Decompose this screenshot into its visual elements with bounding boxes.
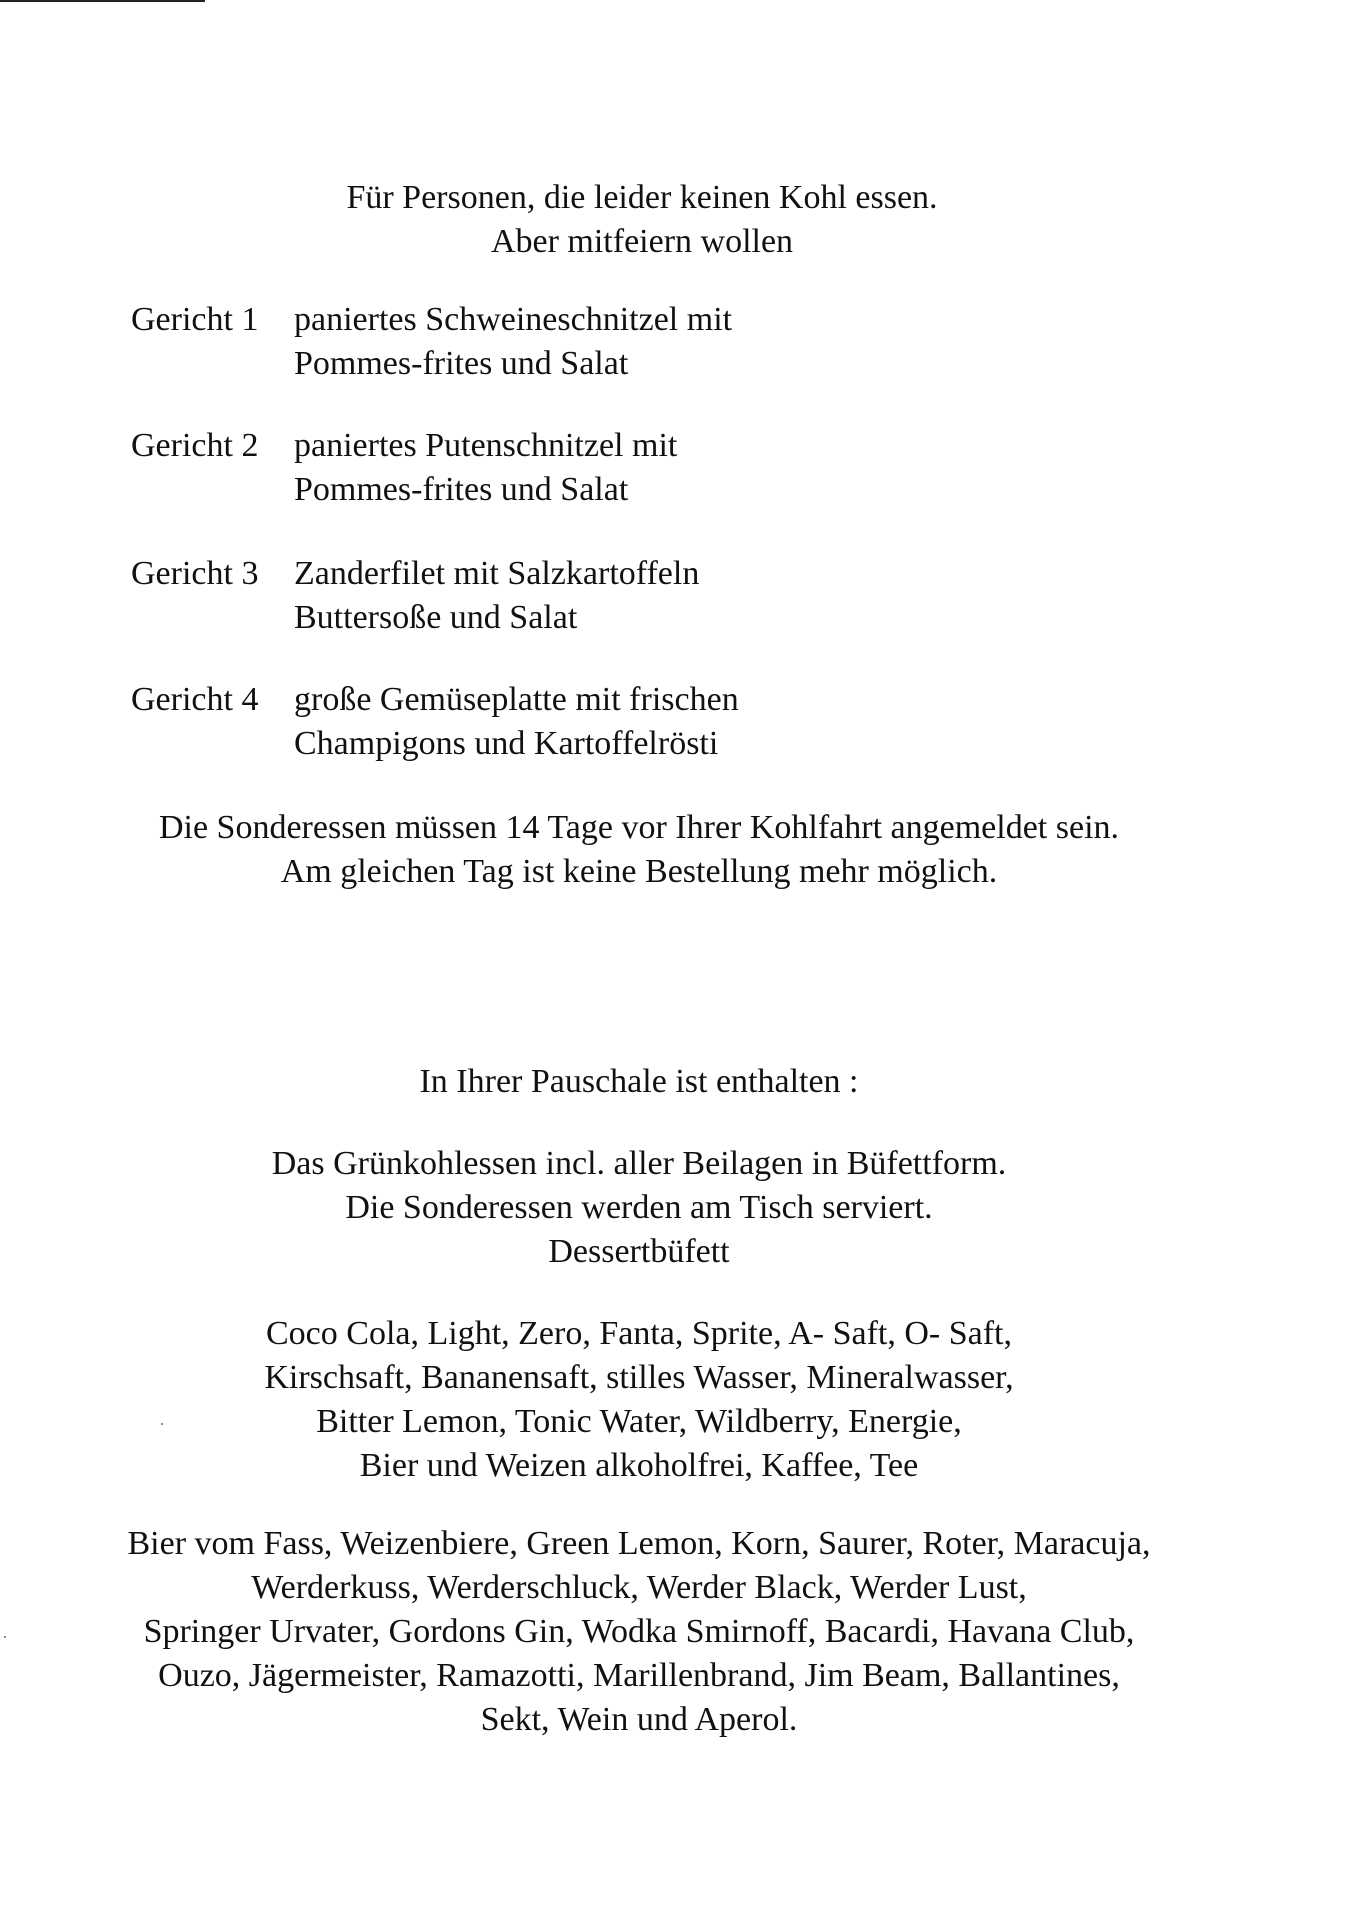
included-heading — [0, 1060, 1316, 1104]
dish-description: paniertes Putenschnitzel mit — [294, 427, 678, 464]
dish-description: Buttersoße und Salat — [294, 599, 578, 636]
softdrinks-list — [0, 1312, 1316, 1488]
dish-description: Pommes-frites und Salat — [294, 345, 629, 382]
included-items — [0, 1142, 1316, 1274]
included-title: In Ihrer Pauschale ist enthalten : — [419, 1063, 859, 1100]
included-line: Das Grünkohlessen incl. aller Beilagen in Büfettform. — [271, 1145, 1007, 1182]
softdrinks-line: Kirschsaft, Bananensaft, stilles Wasser, Mineralwasser, — [264, 1359, 1014, 1396]
dish-label: Gericht 3 — [131, 555, 259, 592]
dish-description: große Gemüseplatte mit frischen — [294, 681, 739, 718]
dish-entry — [131, 298, 732, 386]
softdrinks-line: Coco Cola, Light, Zero, Fanta, Sprite, A- Saft, O- Saft, — [266, 1315, 1012, 1352]
intro-line: Für Personen, die leider keinen Kohl essen. — [346, 179, 938, 216]
dish-label: Gericht 2 — [131, 427, 259, 464]
intro-heading — [0, 176, 1319, 264]
order-notice — [0, 806, 1316, 894]
alcohol-line: Werderkuss, Werderschluck, Werder Black, Werder Lust, — [251, 1569, 1027, 1606]
dish-entry — [131, 424, 677, 512]
alcohol-line: Sekt, Wein und Aperol. — [480, 1701, 798, 1738]
dish-entry — [131, 678, 739, 766]
dish-description: paniertes Schweineschnitzel mit — [294, 301, 733, 338]
included-line: Die Sonderessen werden am Tisch serviert. — [345, 1189, 933, 1226]
dish-description: Zanderfilet mit Salzkartoffeln — [294, 555, 700, 592]
softdrinks-line: Bitter Lemon, Tonic Water, Wildberry, Energie, — [316, 1403, 962, 1440]
softdrinks-line: Bier und Weizen alkoholfrei, Kaffee, Tee — [359, 1447, 919, 1484]
notice-line: Am gleichen Tag ist keine Bestellung mehr möglich. — [280, 853, 998, 890]
alcohol-line: Springer Urvater, Gordons Gin, Wodka Smirnoff, Bacardi, Havana Club, — [143, 1613, 1135, 1650]
included-line: Dessertbüfett — [548, 1233, 730, 1270]
notice-line: Die Sonderessen müssen 14 Tage vor Ihrer Kohlfahrt angemeldet sein. — [158, 809, 1120, 846]
intro-line: Aber mitfeiern wollen — [490, 223, 794, 260]
dish-description: Pommes-frites und Salat — [294, 471, 629, 508]
dish-label: Gericht 1 — [131, 301, 259, 338]
alcoholic-drinks-list — [0, 1522, 1316, 1742]
alcohol-line: Bier vom Fass, Weizenbiere, Green Lemon, Korn, Saurer, Roter, Maracuja, — [127, 1525, 1151, 1562]
alcohol-line: Ouzo, Jägermeister, Ramazotti, Marillenbrand, Jim Beam, Ballantines, — [158, 1657, 1120, 1694]
dish-entry — [131, 552, 699, 640]
dish-description: Champigons und Kartoffelrösti — [294, 725, 719, 762]
dish-label: Gericht 4 — [131, 681, 259, 718]
